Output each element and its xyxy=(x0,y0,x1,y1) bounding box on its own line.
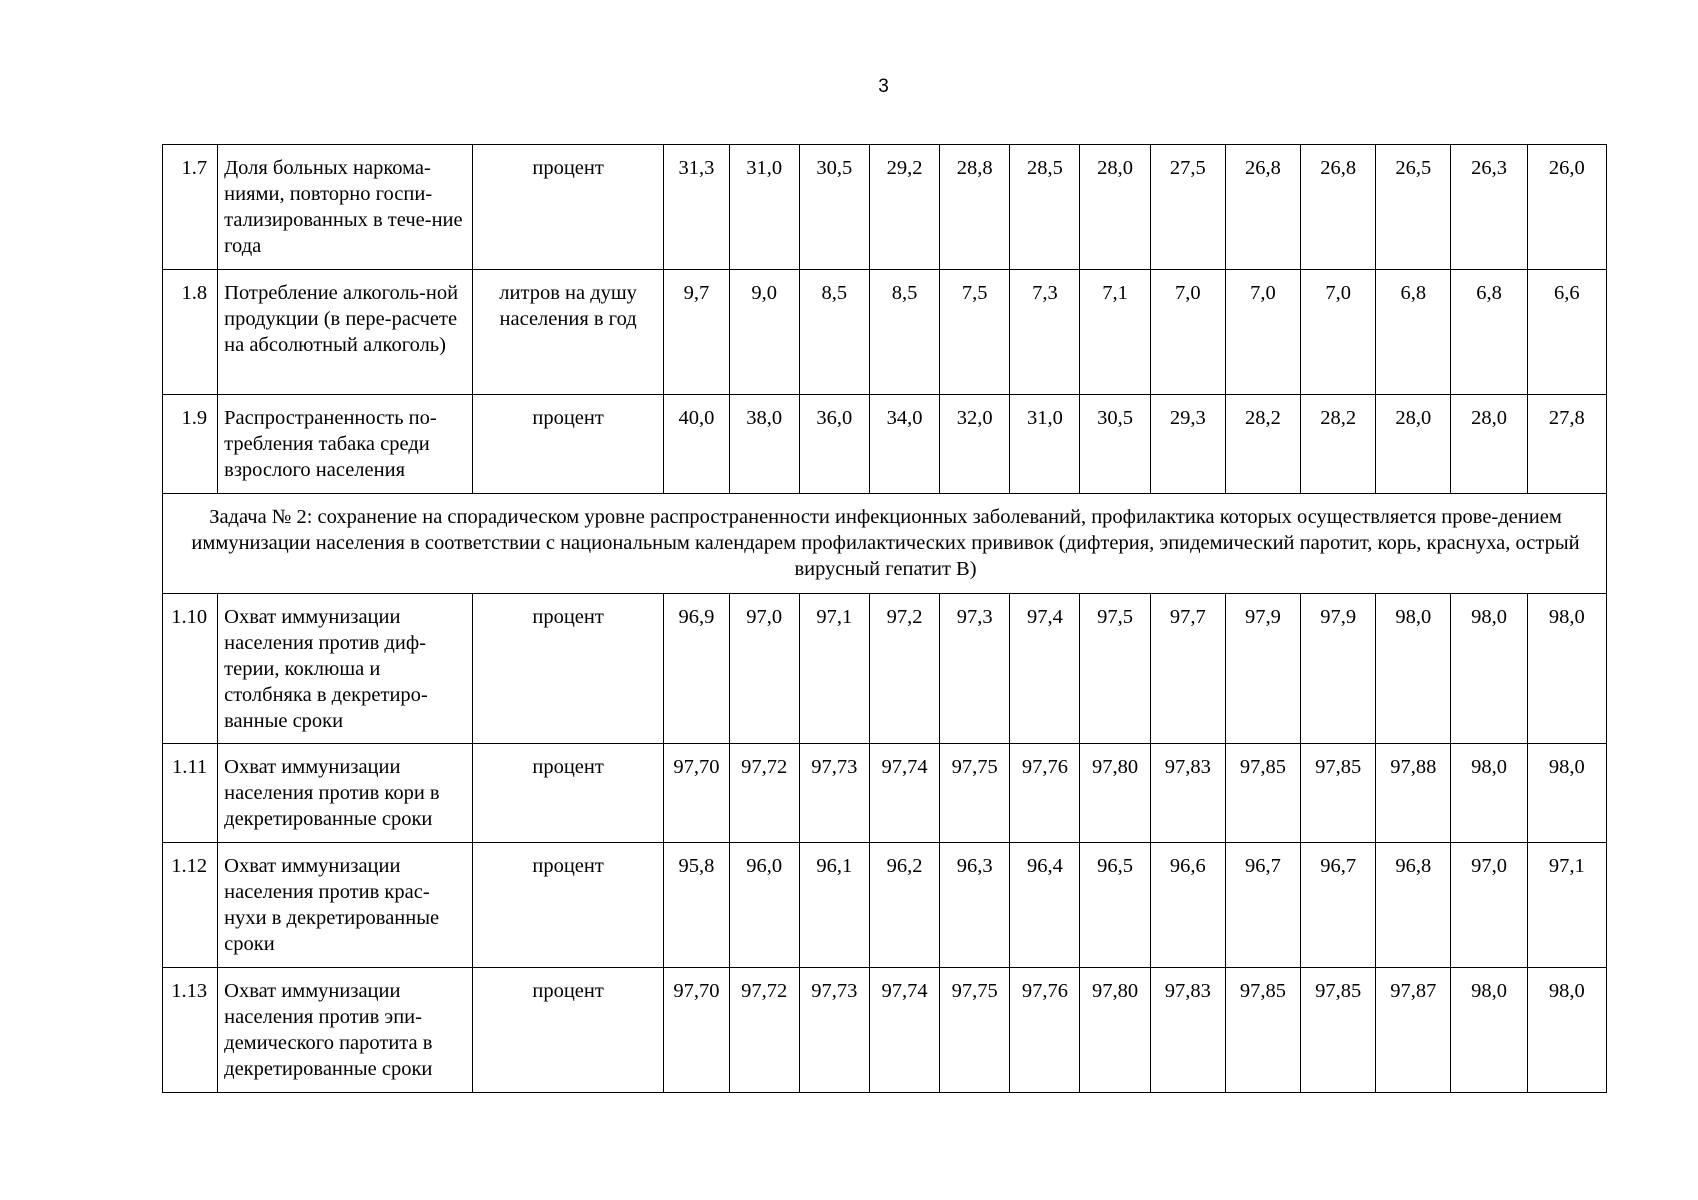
value-cell: 40,0 xyxy=(664,395,729,494)
value-cell: 7,5 xyxy=(940,270,1010,395)
value-cell: 97,75 xyxy=(940,968,1010,1093)
value-cell: 8,5 xyxy=(869,270,939,395)
value-cell: 97,4 xyxy=(1010,594,1080,744)
value-cell: 27,8 xyxy=(1527,395,1606,494)
indicator-name: Потребление алкоголь-ной продукции (в пере-расчете на абсолютный алкоголь) xyxy=(218,270,473,395)
value-cell: 9,7 xyxy=(664,270,729,395)
value-cell: 31,0 xyxy=(729,145,799,270)
value-cell: 7,3 xyxy=(1010,270,1080,395)
value-cell: 96,8 xyxy=(1376,843,1451,968)
value-cell: 30,5 xyxy=(1080,395,1150,494)
page-number: 3 xyxy=(878,76,889,97)
value-cell: 97,76 xyxy=(1010,744,1080,843)
value-cell: 31,3 xyxy=(664,145,729,270)
indicator-name: Охват иммунизации населения против эпи-демического паротита в декретированные сроки xyxy=(218,968,473,1093)
value-cell: 28,0 xyxy=(1376,395,1451,494)
value-cell: 96,7 xyxy=(1225,843,1300,968)
indicators-table xyxy=(162,144,1607,1093)
value-cell: 28,8 xyxy=(940,145,1010,270)
value-cell: 26,8 xyxy=(1225,145,1300,270)
value-cell: 97,83 xyxy=(1150,968,1225,1093)
value-cell: 8,5 xyxy=(799,270,869,395)
table-row xyxy=(163,145,1607,270)
value-cell: 28,5 xyxy=(1010,145,1080,270)
value-cell: 29,2 xyxy=(869,145,939,270)
value-cell: 98,0 xyxy=(1527,594,1606,744)
value-cell: 26,8 xyxy=(1301,145,1376,270)
row-number: 1.9 xyxy=(163,395,218,494)
value-cell: 28,0 xyxy=(1080,145,1150,270)
value-cell: 26,5 xyxy=(1376,145,1451,270)
value-cell: 98,0 xyxy=(1527,744,1606,843)
value-cell: 97,85 xyxy=(1225,744,1300,843)
value-cell: 96,4 xyxy=(1010,843,1080,968)
value-cell: 97,80 xyxy=(1080,744,1150,843)
value-cell: 97,85 xyxy=(1301,744,1376,843)
value-cell: 98,0 xyxy=(1376,594,1451,744)
value-cell: 97,85 xyxy=(1225,968,1300,1093)
table-row xyxy=(163,270,1607,395)
row-number: 1.10 xyxy=(163,594,218,744)
value-cell: 26,3 xyxy=(1451,145,1527,270)
value-cell: 97,7 xyxy=(1150,594,1225,744)
value-cell: 96,1 xyxy=(799,843,869,968)
value-cell: 98,0 xyxy=(1451,744,1527,843)
unit-cell: процент xyxy=(472,145,664,270)
value-cell: 97,85 xyxy=(1301,968,1376,1093)
value-cell: 36,0 xyxy=(799,395,869,494)
task-text: Задача № 2: сохранение на спорадическом уровне распространенности инфекционных заболеваний, профилактика которых осуществляется прове-дением иммунизации населения в соответствии с национальным календарем профилактических прививок (дифтерия, эпидемический паротит, корь, краснуха, острый вирусный гепатит В) xyxy=(163,494,1607,594)
value-cell: 96,9 xyxy=(664,594,729,744)
table-row xyxy=(163,968,1607,1093)
value-cell: 96,0 xyxy=(729,843,799,968)
table-row xyxy=(163,744,1607,843)
indicator-name: Доля больных наркома-ниями, повторно госпи-тализированных в тече-ние года xyxy=(218,145,473,270)
value-cell: 6,6 xyxy=(1527,270,1606,395)
value-cell: 97,1 xyxy=(1527,843,1606,968)
row-number: 1.8 xyxy=(163,270,218,395)
unit-cell: процент xyxy=(472,594,664,744)
value-cell: 7,0 xyxy=(1225,270,1300,395)
row-number: 1.13 xyxy=(163,968,218,1093)
task-section xyxy=(163,494,1607,594)
value-cell: 28,2 xyxy=(1225,395,1300,494)
value-cell: 97,1 xyxy=(799,594,869,744)
value-cell: 97,70 xyxy=(664,744,729,843)
indicator-name: Охват иммунизации населения против крас-нухи в декретированные сроки xyxy=(218,843,473,968)
unit-cell: процент xyxy=(472,744,664,843)
value-cell: 28,2 xyxy=(1301,395,1376,494)
value-cell: 97,74 xyxy=(869,744,939,843)
value-cell: 95,8 xyxy=(664,843,729,968)
row-number: 1.12 xyxy=(163,843,218,968)
task-row xyxy=(163,494,1607,594)
value-cell: 97,5 xyxy=(1080,594,1150,744)
value-cell: 7,0 xyxy=(1150,270,1225,395)
value-cell: 97,74 xyxy=(869,968,939,1093)
value-cell: 96,7 xyxy=(1301,843,1376,968)
value-cell: 32,0 xyxy=(940,395,1010,494)
value-cell: 31,0 xyxy=(1010,395,1080,494)
value-cell: 27,5 xyxy=(1150,145,1225,270)
table-row xyxy=(163,594,1607,744)
value-cell: 98,0 xyxy=(1451,594,1527,744)
value-cell: 97,76 xyxy=(1010,968,1080,1093)
value-cell: 97,2 xyxy=(869,594,939,744)
rows-after-task xyxy=(163,594,1607,1093)
indicator-name: Охват иммунизации населения против кори в декретированные сроки xyxy=(218,744,473,843)
indicator-name: Охват иммунизации населения против диф-терии, коклюша и столбняка в декретиро-ванные сроки xyxy=(218,594,473,744)
value-cell: 97,87 xyxy=(1376,968,1451,1093)
value-cell: 97,9 xyxy=(1301,594,1376,744)
value-cell: 97,72 xyxy=(729,968,799,1093)
row-number: 1.11 xyxy=(163,744,218,843)
value-cell: 28,0 xyxy=(1451,395,1527,494)
value-cell: 96,3 xyxy=(940,843,1010,968)
value-cell: 97,73 xyxy=(799,968,869,1093)
value-cell: 98,0 xyxy=(1527,968,1606,1093)
value-cell: 97,83 xyxy=(1150,744,1225,843)
value-cell: 97,75 xyxy=(940,744,1010,843)
value-cell: 38,0 xyxy=(729,395,799,494)
unit-cell: процент xyxy=(472,843,664,968)
value-cell: 97,3 xyxy=(940,594,1010,744)
value-cell: 6,8 xyxy=(1376,270,1451,395)
indicator-name: Распространенность по-требления табака среди взрослого населения xyxy=(218,395,473,494)
value-cell: 97,73 xyxy=(799,744,869,843)
rows-before-task xyxy=(163,145,1607,494)
value-cell: 96,2 xyxy=(869,843,939,968)
value-cell: 97,0 xyxy=(1451,843,1527,968)
value-cell: 96,6 xyxy=(1150,843,1225,968)
value-cell: 98,0 xyxy=(1451,968,1527,1093)
value-cell: 7,0 xyxy=(1301,270,1376,395)
row-number: 1.7 xyxy=(163,145,218,270)
value-cell: 97,9 xyxy=(1225,594,1300,744)
value-cell: 97,72 xyxy=(729,744,799,843)
value-cell: 96,5 xyxy=(1080,843,1150,968)
value-cell: 97,88 xyxy=(1376,744,1451,843)
value-cell: 29,3 xyxy=(1150,395,1225,494)
value-cell: 97,80 xyxy=(1080,968,1150,1093)
value-cell: 97,0 xyxy=(729,594,799,744)
table-row xyxy=(163,395,1607,494)
unit-cell: процент xyxy=(472,395,664,494)
value-cell: 97,70 xyxy=(664,968,729,1093)
value-cell: 7,1 xyxy=(1080,270,1150,395)
unit-cell: литров на душу населения в год xyxy=(472,270,664,395)
unit-cell: процент xyxy=(472,968,664,1093)
value-cell: 6,8 xyxy=(1451,270,1527,395)
value-cell: 34,0 xyxy=(869,395,939,494)
table-row xyxy=(163,843,1607,968)
value-cell: 26,0 xyxy=(1527,145,1606,270)
value-cell: 30,5 xyxy=(799,145,869,270)
value-cell: 9,0 xyxy=(729,270,799,395)
